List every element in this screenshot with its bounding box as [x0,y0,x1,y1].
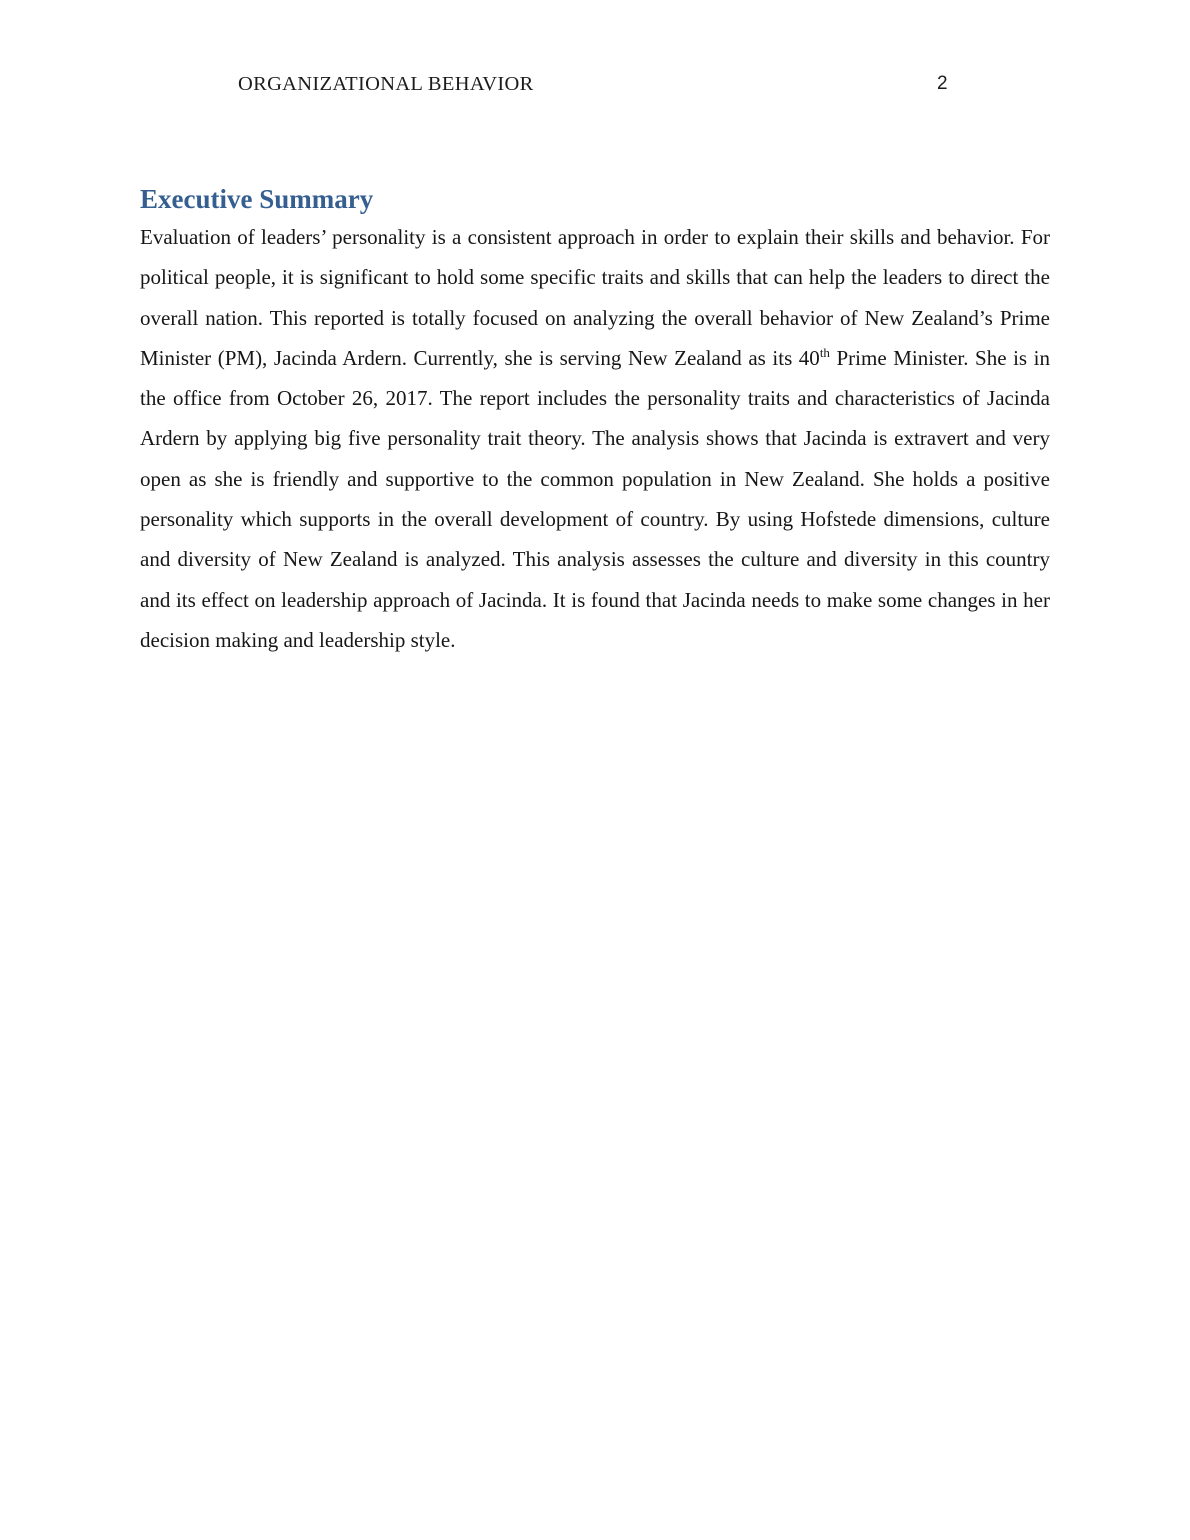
running-head: ORGANIZATIONAL BEHAVIOR [238,73,534,95]
page-content [140,184,1050,660]
page-number: 2 [937,73,948,94]
body-paragraph [140,217,1050,660]
paragraph-text-before-superscript: Evaluation of leaders’ personality is a consistent approach in order to explain their skills and behavior. For political people, it is significant to hold some specific traits and skills that can help the leaders to direct the overall nation. This reported is totally focused on analyzing the overall behavior of New Zealand’s Prime Minister (PM), Jacinda Ardern. Currently, she is serving New Zealand as its 40 [140,225,1050,370]
section-heading: Executive Summary [140,184,374,214]
paragraph-text-after-superscript: Prime Minister. She is in the office from October 26, 2017. The report includes the personality traits and characteristics of Jacinda Ardern by applying big five personality trait theory. The analysis shows that Jacinda is extravert and very open as she is friendly and supportive to the common population in New Zealand. She holds a positive personality which supports in the overall development of country. By using Hofstede dimensions, culture and diversity of New Zealand is analyzed. This analysis assesses the culture and diversity in this country and its effect on leadership approach of Jacinda. It is found that Jacinda needs to make some changes in her decision making and leadership style. [140,345,1050,652]
ordinal-superscript: th [819,344,830,360]
